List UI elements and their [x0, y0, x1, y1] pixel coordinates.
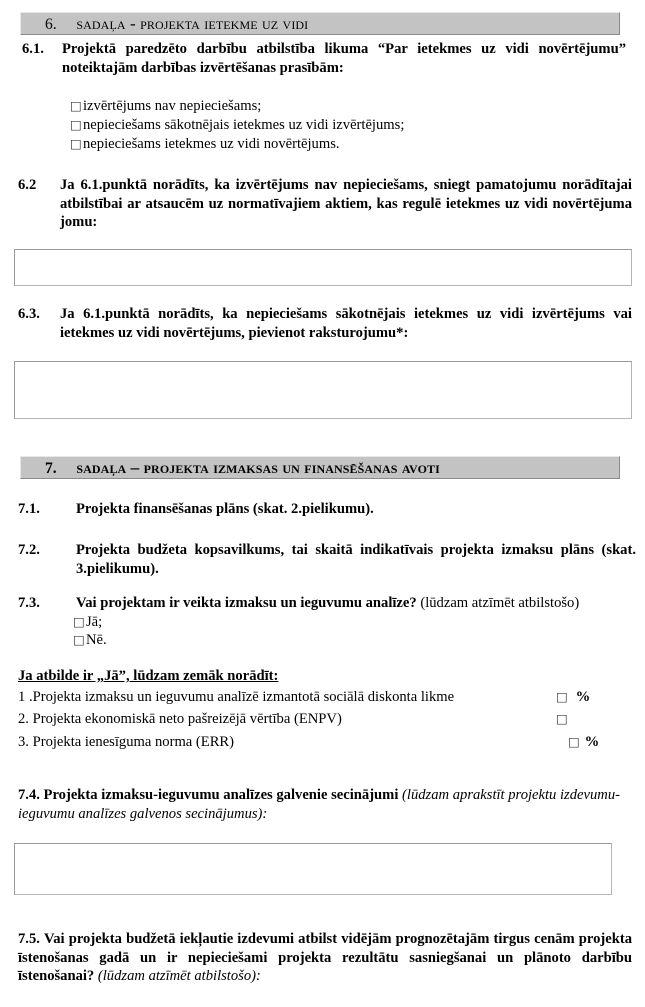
- item-6-3-text: Ja 6.1.punktā norādīts, ka nepieciešams sākotnējais ietekmes uz vidi izvērtējums vai ietekmes uz vidi novērtējums, pievienot raksturojumu*:: [60, 306, 632, 341]
- checkbox-label: Nē.: [86, 632, 107, 648]
- checkbox-row-6-1-2[interactable]: [70, 135, 340, 154]
- checkbox-row-6-1-0[interactable]: [70, 97, 261, 116]
- item-6-2-number: 6.2: [18, 177, 37, 193]
- item-7-3-hint: (lūdzam atzīmēt atbilstošo): [420, 595, 580, 611]
- value-box-icon[interactable]: □: [556, 689, 568, 704]
- section-header-6: [20, 12, 620, 35]
- item-7-4-number: 7.4.: [18, 787, 40, 803]
- section-7-number: 7.: [45, 460, 57, 477]
- indicator-label: 2. Projekta ekonomiskā neto pašreizējā vērtība (ENPV): [18, 711, 342, 727]
- indicator-input-group[interactable]: [568, 733, 599, 752]
- item-7-4-text: Projekta izmaksu-ieguvumu analīzes galvenie secinājumi: [43, 787, 399, 803]
- item-6-1: [22, 40, 626, 77]
- item-7-2: [18, 541, 636, 578]
- answer-box-6-2[interactable]: [14, 249, 632, 286]
- checkbox-label: izvērtējums nav nepieciešams;: [83, 98, 262, 114]
- checkbox-icon[interactable]: □: [73, 614, 85, 629]
- checkbox-label: Jā;: [86, 614, 103, 630]
- item-7-5: [18, 930, 632, 986]
- item-7-1: [18, 500, 632, 519]
- checkbox-icon[interactable]: □: [70, 117, 82, 132]
- indicator-row-2: [18, 710, 632, 729]
- item-6-3-number: 6.3.: [18, 306, 40, 322]
- answer-box-6-2-value: [15, 250, 631, 256]
- indicator-input-group[interactable]: [556, 710, 572, 729]
- item-7-3: [18, 594, 632, 613]
- indicator-input-group[interactable]: [556, 688, 590, 707]
- item-7-1-number: 7.1.: [18, 501, 40, 517]
- section-header-7: [20, 456, 620, 479]
- item-6-2-text: Ja 6.1.punktā norādīts, ka izvērtējums nav nepieciešams, sniegt pamatojumu norādītajai atbilstībai ar atsaucēm uz normatīvajiem aktiem, kas regulē ietekmes uz vidi novērtējuma jomu:: [60, 177, 632, 231]
- answer-box-6-3-value: [15, 362, 631, 368]
- checkbox-icon[interactable]: □: [70, 98, 82, 113]
- item-7-5-hint: (lūdzam atzīmēt atbilstošo):: [97, 968, 261, 985]
- item-7-4: [18, 786, 622, 823]
- item-6-3: [18, 305, 632, 342]
- checkbox-row-7-3-no[interactable]: [73, 631, 107, 650]
- checkbox-row-7-3-yes[interactable]: [73, 613, 102, 632]
- item-7-5-text: Vai projekta budžetā iekļautie izdevumi atbilst vidējām prognozētajām tirgus cenām projekta īstenošanas gadā un ir nepieciešami projekta rezultātu sasniegšanai un plānoto darbību īstenošanai?: [18, 931, 632, 985]
- indicator-row-3: [18, 733, 632, 752]
- item-7-3-question: Vai projektam ir veikta izmaksu un ieguvumu analīze?: [76, 595, 417, 611]
- item-7-4-hint: (lūdzam aprakstīt projektu izdevumu-ieguvumu analīzes galvenos secinājumus):: [18, 787, 620, 822]
- item-6-2: [18, 176, 632, 232]
- checkbox-icon[interactable]: □: [70, 136, 82, 151]
- indicator-label: 3. Projekta ienesīguma norma (ERR): [18, 734, 235, 750]
- checkbox-label: nepieciešams sākotnējais ietekmes uz vidi izvērtējums;: [83, 117, 405, 133]
- section-6-title: sadaļa - projekta ietekme uz vidi: [76, 14, 309, 33]
- item-7-3-number: 7.3.: [18, 595, 40, 611]
- conditional-heading: Ja atbilde ir „Jā”, lūdzam zemāk norādīt:: [18, 668, 279, 684]
- indicator-label: 1 .Projekta izmaksu un ieguvumu analīzē izmantotā sociālā diskonta likme: [18, 689, 455, 705]
- item-7-2-number: 7.2.: [18, 542, 40, 558]
- checkbox-row-6-1-1[interactable]: [70, 116, 404, 135]
- section-6-number: 6.: [45, 16, 57, 33]
- section-header-6-inner: [21, 13, 619, 36]
- indicator-unit: %: [575, 689, 591, 705]
- item-7-1-text: Projekta finansēšanas plāns (skat. 2.pielikumu).: [76, 501, 374, 517]
- item-6-1-text: Projektā paredzēto darbību atbilstība likuma “Par ietekmes uz vidi novērtējumu” noteiktajām darbības izvērtēšanas prasībām:: [62, 41, 626, 76]
- indicator-unit: %: [584, 734, 600, 750]
- answer-box-7-4-value: [15, 844, 611, 850]
- item-7-5-number: 7.5.: [18, 931, 40, 947]
- checkbox-icon[interactable]: □: [73, 632, 85, 647]
- value-box-icon[interactable]: □: [568, 734, 580, 749]
- indicator-row-1: [18, 688, 632, 707]
- value-box-icon[interactable]: □: [556, 711, 568, 726]
- checkbox-label: nepieciešams ietekmes uz vidi novērtējums.: [83, 136, 340, 152]
- section-header-7-inner: [21, 457, 619, 480]
- answer-box-6-3[interactable]: [14, 361, 632, 419]
- answer-box-7-4[interactable]: [14, 843, 612, 895]
- item-6-1-number: 6.1.: [22, 41, 44, 57]
- section-7-title: sadaļa – projekta izmaksas un finansēšanas avoti: [76, 458, 440, 477]
- item-7-2-text: Projekta budžeta kopsavilkums, tai skaitā indikatīvais projekta izmaksu plāns (skat. 3.pielikumu).: [76, 542, 636, 577]
